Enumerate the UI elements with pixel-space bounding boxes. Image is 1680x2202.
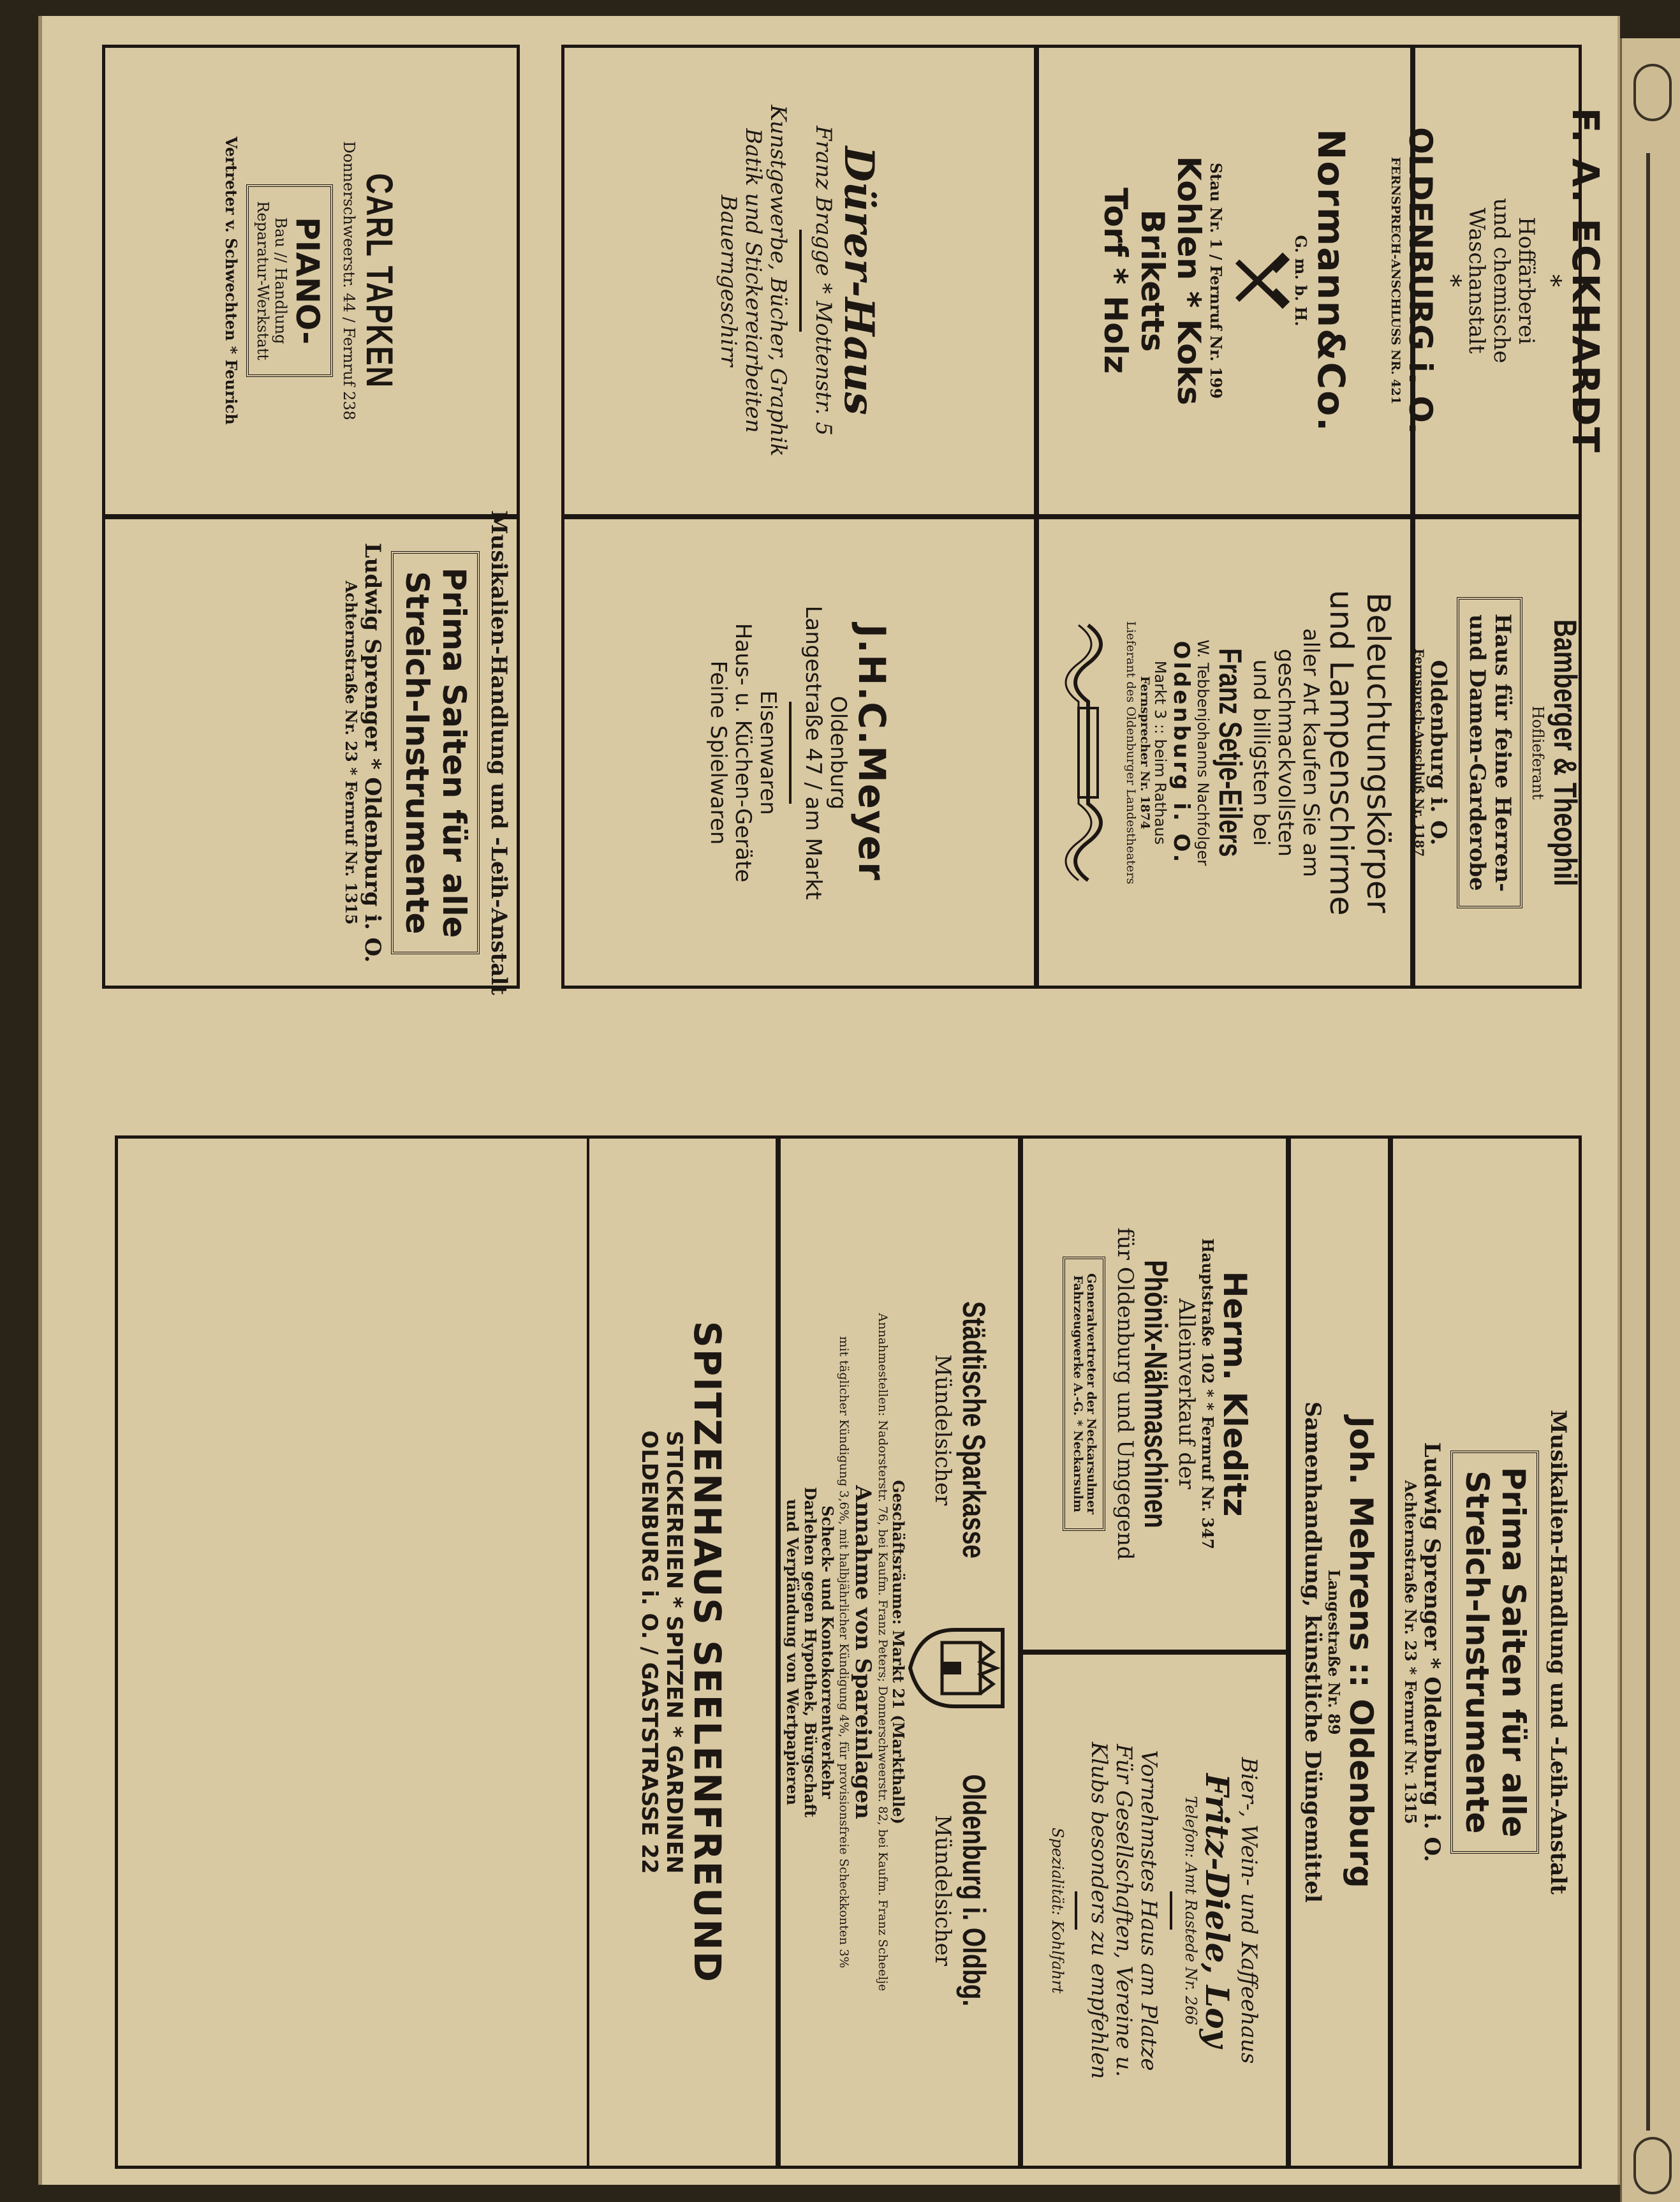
sparkasse-line5: und Verpfändung von Wertpapieren (783, 1499, 802, 1805)
ad-eckhardt (1388, 45, 1608, 517)
meyer-line3: Feine Spielwaren (705, 660, 731, 845)
adjacent-page-edge (1620, 38, 1680, 2202)
normann-line2: Briketts (1133, 209, 1171, 352)
normann-address: Stau Nr. 1 / Fernruf Nr. 199 (1206, 162, 1225, 399)
sparkasse-sub: Mündelsicher (930, 1354, 956, 1506)
sprenger-box (1450, 1451, 1539, 1854)
ad-loy (1021, 1652, 1288, 2169)
ad-kleditz (1021, 1135, 1288, 1652)
bamberger-phone: Fernsprech-Anschluß Nr. 1187 (1412, 648, 1427, 857)
ad-sparkasse (778, 1135, 1021, 2169)
setje-line4: geschmackvollsten (1272, 648, 1299, 857)
bamberger-sub: Hoflieferant (1529, 706, 1547, 800)
sprenger-name: Ludwig Sprenger * Oldenburg i. O. (359, 542, 385, 963)
ad-normann (1036, 45, 1413, 517)
bamberger-box-line1: Haus für feine Herren- (1489, 613, 1515, 892)
setje-line3: aller Art kaufen Sie am (1297, 628, 1323, 878)
ad-sprenger-group (102, 510, 520, 995)
normann-line3: Torf * Holz (1097, 188, 1135, 374)
sprenger-box-line2: Streich-Instrumente (399, 571, 436, 935)
loy-phone: Telefon: Amt Rastede Nr. 266 (1181, 1796, 1200, 2025)
mehrens-name: Joh. Mehrens :: Oldenburg (1343, 1416, 1380, 1888)
ad-block-upper (561, 45, 1608, 989)
sprenger-box-line1: Prima Saiten für alle (1495, 1467, 1533, 1838)
tapken-name: CARL TAPKEN (358, 173, 400, 388)
kleditz-box (1063, 1257, 1106, 1531)
eckhardt-line2: und chemische (1489, 198, 1515, 364)
sparkasse-line2: mit täglicher Kündigung 3,6%, mit halbjährlicher Kündigung 4%, für provisionsfreie Scheckkonten 3% (837, 1336, 851, 1969)
ad-tapken (102, 45, 520, 517)
meyer-line1: Eisenwaren (755, 690, 781, 815)
setje-supplier: Lieferant des Oldenburger Landestheaters (1123, 621, 1138, 885)
meyer-city: Oldenburg (825, 695, 851, 810)
kleditz-address: Hauptstraße 102 * * Fernruf Nr. 347 (1198, 1238, 1217, 1549)
duerer-line2: Batik und Stickereiarbeiten (740, 128, 766, 433)
sparkasse-line4: Darlehen gegen Hypothek, Bürgschaft (800, 1486, 820, 1818)
loy-line5: Spezialität: Kohlfahrt (1049, 1828, 1067, 1993)
ad-setje-eilers (1036, 517, 1413, 989)
sparkasse-header (907, 1265, 1015, 2039)
sparkasse-city: Oldenburg i. Oldbg. (955, 1774, 992, 2007)
meyer-line2: Haus- u. Küchen-Geräte (730, 623, 756, 883)
page-ornament (1633, 2137, 1672, 2194)
duerer-line1: Kunstgewerbe, Bücher, Graphik (765, 105, 791, 457)
sprenger-headline: Musikalien-Handlung und -Leih-Anstalt (1545, 1410, 1572, 1895)
eckhardt-city: OLDENBURG i. O. (1402, 127, 1440, 434)
sparkasse-branches: Annahmestellen: Nadorsterstr. 76, bei Kaufm. Franz Peters; Donnerschweerstr. 82, bei Kaufm. Franz Scheelje (875, 1313, 890, 1991)
loy-line2: Vornehmstes Haus am Platze (1136, 1750, 1162, 2071)
city-coat-of-arms-icon (907, 1620, 1015, 1716)
divider (789, 702, 792, 804)
loy-line4: Klubs besonders zu empfehlen (1086, 1741, 1112, 2080)
eckhardt-name: F. A. ECKHARDT (1564, 107, 1608, 454)
ad-bamberger (1413, 517, 1582, 989)
ad-block-lower (102, 45, 520, 995)
duerer-name: Dürer-Haus (835, 146, 883, 415)
star-icon: * (1536, 274, 1566, 287)
sprenger-box (391, 551, 480, 955)
normann-name: Normann&Co. (1309, 128, 1353, 433)
kleditz-name: Herm. Kleditz (1216, 1271, 1254, 1517)
sprenger-headline: Musikalien-Handlung und -Leih-Anstalt (486, 510, 512, 995)
sprenger-name: Ludwig Sprenger * Oldenburg i. O. (1419, 1442, 1445, 1863)
normann-line1: Kohlen * Koks (1170, 156, 1208, 406)
rotated-ad-sheet-lower (115, 1135, 1582, 2169)
sparkasse-office: Geschäftsräume: Markt 21 (Markthalle) (888, 1480, 908, 1824)
tapken-box-title: PIANO- (289, 217, 327, 344)
kleditz-box-line2: Fahrzeugwerke A.-G. * Neckarsulm (1070, 1275, 1085, 1512)
rotated-ad-sheet (102, 45, 1608, 995)
normann-gmbh: G. m. b. H. (1292, 235, 1311, 327)
meyer-address: Langestraße 47 / am Markt (800, 605, 826, 900)
sparkasse-line3: Scheck- und Kontokorrentverkehr (818, 1505, 837, 1799)
divider (799, 230, 802, 332)
ad-sprenger (1390, 1135, 1582, 2169)
setje-line2: und Lampenschirme (1323, 589, 1360, 916)
star-icon: * (1436, 274, 1466, 287)
kleditz-line3: für Oldenburg und Umgegend (1112, 1227, 1138, 1560)
tapken-box-line2: Reparatur-Werkstatt (254, 201, 272, 360)
duerer-line3: Bauerngeschirr (715, 195, 741, 367)
loy-line1: Bier-, Wein- und Kaffeehaus (1235, 1757, 1262, 2064)
bamberger-name: Bamberger & Theophil (1547, 619, 1583, 887)
sparkasse-city-group (930, 1741, 992, 2039)
loy-name: Fritz-Diele, Loy (1198, 1773, 1237, 2048)
page-ornament (1633, 64, 1672, 121)
eckhardt-phone: FERNSPRECH-ANSCHLUSS NR. 421 (1388, 157, 1403, 404)
bamberger-box-line2: und Damen-Garderobe (1464, 614, 1491, 891)
ad-seelenfreund (587, 1135, 778, 2169)
setje-line5: und billigsten bei (1248, 659, 1274, 846)
setje-city: Oldenburg i. O. (1168, 640, 1195, 865)
tapken-box (246, 184, 334, 377)
ad-meyer (561, 517, 1036, 989)
tapken-agent: Vertreter v. Schwechten * Feurich (221, 137, 240, 425)
bamberger-city: Oldenburg i. O. (1426, 660, 1452, 846)
divider (1170, 1891, 1172, 1930)
sparkasse-line1: Annahme von Spareinlagen (850, 1485, 876, 1819)
setje-line1: Beleuchtungskörper (1359, 592, 1397, 913)
tapken-box-line1: Bau // Handlung (272, 217, 290, 344)
crossed-hammers-icon (1230, 252, 1287, 309)
eckhardt-line1: Hoffärberei (1514, 217, 1540, 344)
kleditz-box-line1: Generalvertreter der Neckarsulmer (1084, 1273, 1099, 1514)
meyer-name: J.H.C.Meyer (850, 624, 894, 882)
duerer-owner: Franz Bragge * Mottenstr. 5 (810, 125, 836, 436)
ad-mehrens (1288, 1135, 1390, 2169)
tapken-address: Donnerschweerstr. 44 / Fernruf 238 (340, 141, 358, 420)
sparkasse-name: Städtische Sparkasse (955, 1301, 992, 1559)
seelenfreund-line2: OLDENBURG i. O. / GASTSTRASSE 22 (636, 1430, 662, 1874)
sparkasse-name-group (930, 1265, 992, 1595)
eckhardt-line3: Waschanstalt (1464, 207, 1490, 354)
divider (1075, 1891, 1077, 1930)
seelenfreund-name: SPITZENHAUS SEELENFREUND (686, 1320, 730, 1984)
setje-successor: W. Tebbenjohanns Nachfolger (1194, 639, 1212, 866)
setje-name: Franz Setje-Eilers (1212, 648, 1248, 857)
page-border-line (1646, 153, 1650, 2131)
sprenger-address: Achternstraße Nr. 23 * Fernruf Nr. 1315 (341, 580, 360, 925)
sprenger-box-line1: Prima Saiten für alle (435, 567, 473, 938)
mehrens-address: Langestraße Nr. 89 (1324, 1569, 1343, 1735)
kleditz-line1: Alleinverkauf der (1174, 1298, 1200, 1489)
setje-phone: Fernsprecher Nr. 1874 (1137, 676, 1152, 830)
loy-line3: Für Gesellschaften, Vereine u. (1111, 1743, 1137, 2078)
sprenger-address: Achternstraße Nr. 23 * Fernruf Nr. 1315 (1401, 1480, 1420, 1824)
seelenfreund-line1: STICKEREIEN * SPITZEN * GARDINEN (661, 1430, 687, 1874)
mehrens-line1: Samenhandlung, künstliche Düngemittel (1300, 1401, 1325, 1903)
decorative-scroll-icon (1059, 619, 1117, 887)
kleditz-line2: Phönix-Nähmaschinen (1138, 1259, 1174, 1528)
ad-duerer-haus (561, 45, 1036, 517)
sparkasse-city-sub: Mündelsicher (930, 1814, 956, 1966)
setje-address: Markt 3 :: beim Rathaus (1151, 660, 1170, 845)
bamberger-box (1457, 597, 1522, 908)
sprenger-box-line2: Streich-Instrumente (1458, 1470, 1496, 1834)
